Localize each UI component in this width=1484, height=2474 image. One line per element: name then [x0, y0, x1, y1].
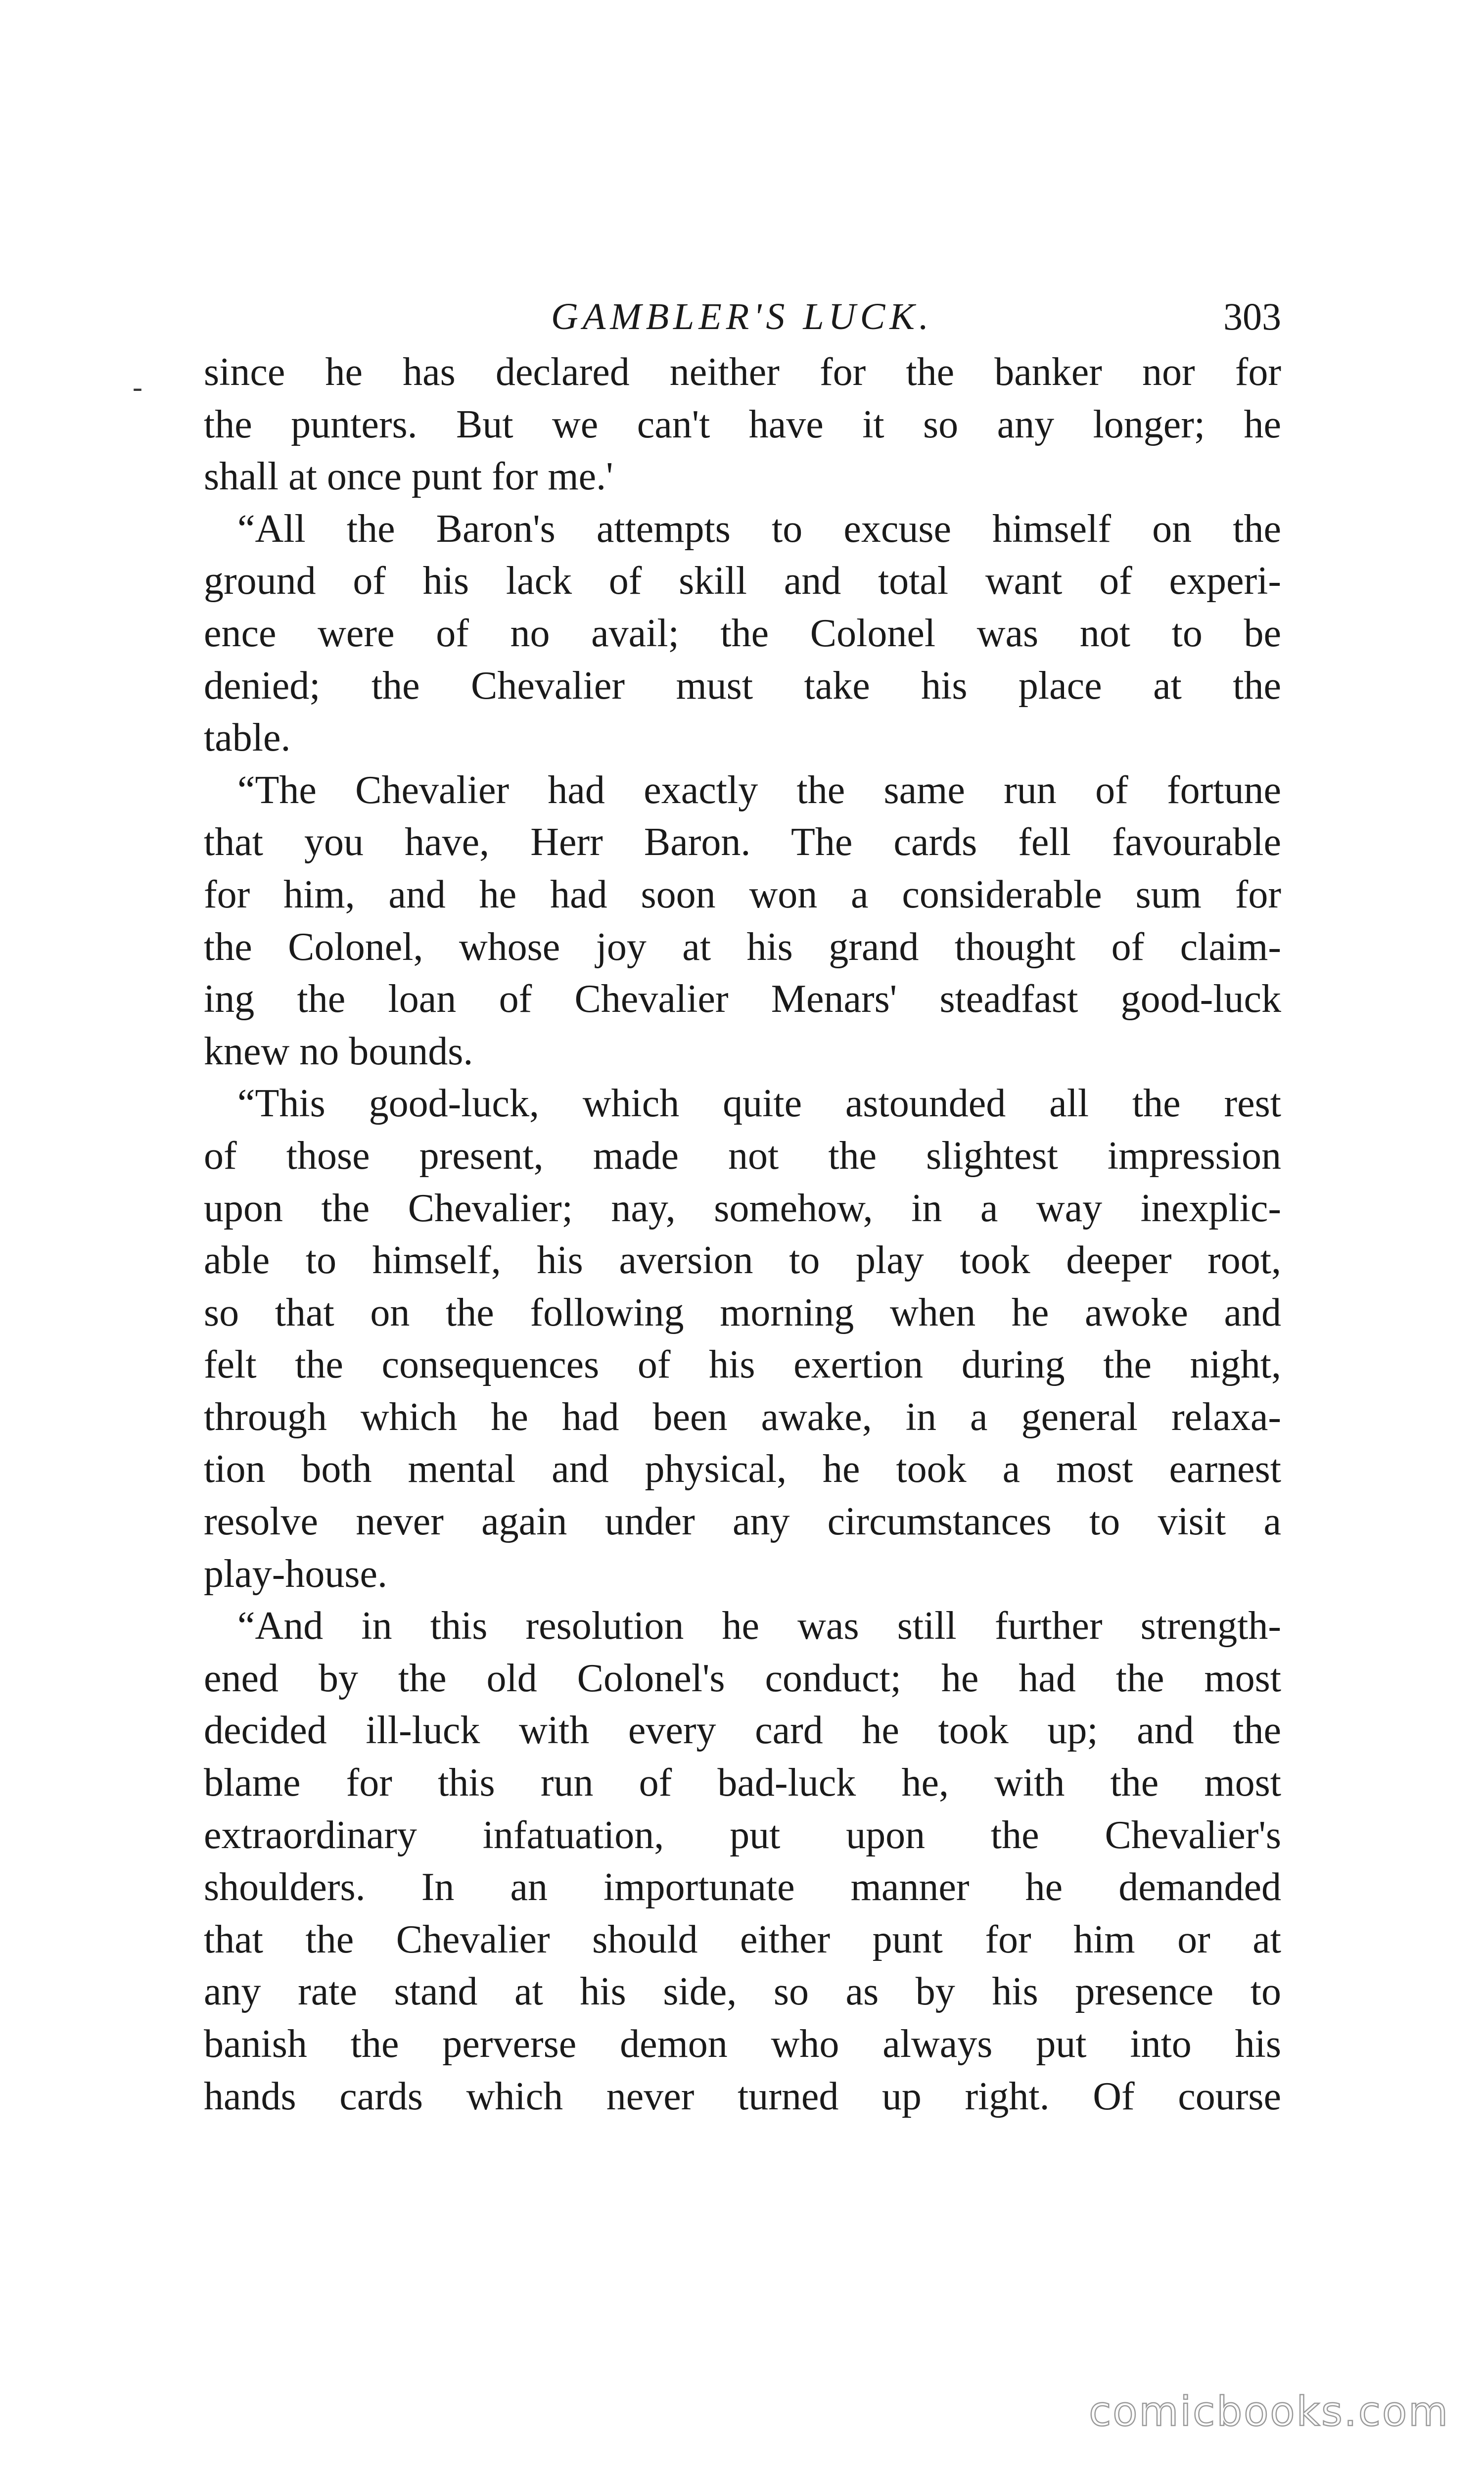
body-text: [204, 346, 1281, 2123]
text-line: banish the perverse demon who always put into his: [204, 2022, 1281, 2066]
text-line: the punters. But we can't have it so any longer; he: [204, 402, 1281, 446]
text-line: tion both mental and physical, he took a most earnest: [204, 1447, 1281, 1491]
margin-mark: -: [133, 371, 142, 403]
text-line: ened by the old Colonel's conduct; he had the most: [204, 1656, 1281, 1700]
watermark: comicbooks.com: [1089, 2388, 1449, 2435]
text-line: blame for this run of bad-luck he, with the most: [204, 1761, 1281, 1805]
text-line: table.: [204, 716, 291, 760]
running-head: [203, 289, 1281, 344]
text-line: felt the consequences of his exertion during the night,: [204, 1343, 1281, 1387]
text-line: “All the Baron's attempts to excuse himself on the: [237, 507, 1281, 551]
text-line: that you have, Herr Baron. The cards fell favourable: [204, 820, 1281, 864]
text-line: extraordinary infatuation, put upon the Chevalier's: [204, 1813, 1281, 1857]
text-line: of those present, made not the slightest impression: [204, 1134, 1281, 1178]
running-title: GAMBLER'S LUCK.: [551, 296, 933, 337]
text-line: upon the Chevalier; nay, somehow, in a way inexplic-: [204, 1186, 1281, 1230]
text-line: able to himself, his aversion to play took deeper root,: [204, 1238, 1281, 1283]
text-line: knew no bounds.: [204, 1029, 473, 1073]
text-line: so that on the following morning when he awoke and: [204, 1290, 1281, 1334]
text-line: shall at once punt for me.': [204, 455, 613, 499]
text-line: the Colonel, whose joy at his grand thought of claim-: [204, 925, 1281, 969]
text-line: “This good-luck, which quite astounded all the rest: [237, 1082, 1281, 1126]
text-line: ground of his lack of skill and total want of experi-: [204, 559, 1281, 603]
text-line: since he has declared neither for the banker nor for: [204, 350, 1281, 394]
text-line: through which he had been awake, in a general relaxa-: [204, 1395, 1281, 1439]
text-line: that the Chevalier should either punt for him or at: [204, 1917, 1281, 1961]
text-line: shoulders. In an importunate manner he demanded: [204, 1865, 1281, 1909]
page-number: 303: [1223, 295, 1281, 338]
text-line: play-house.: [204, 1552, 388, 1596]
text-line: for him, and he had soon won a considerable sum for: [204, 872, 1281, 916]
text-line: resolve never again under any circumstances to visit a: [204, 1500, 1281, 1544]
text-line: ing the loan of Chevalier Menars' steadfast good-luck: [204, 977, 1281, 1021]
text-line: hands cards which never turned up right. Of course: [204, 2074, 1281, 2118]
text-line: denied; the Chevalier must take his place at the: [204, 664, 1281, 708]
text-line: ence were of no avail; the Colonel was not to be: [204, 611, 1281, 655]
text-line: “And in this resolution he was still further strength-: [237, 1604, 1281, 1648]
text-line: any rate stand at his side, so as by his presence to: [204, 1970, 1281, 2014]
text-line: decided ill-luck with every card he took up; and the: [204, 1709, 1281, 1753]
text-line: “The Chevalier had exactly the same run of fortune: [237, 768, 1281, 812]
